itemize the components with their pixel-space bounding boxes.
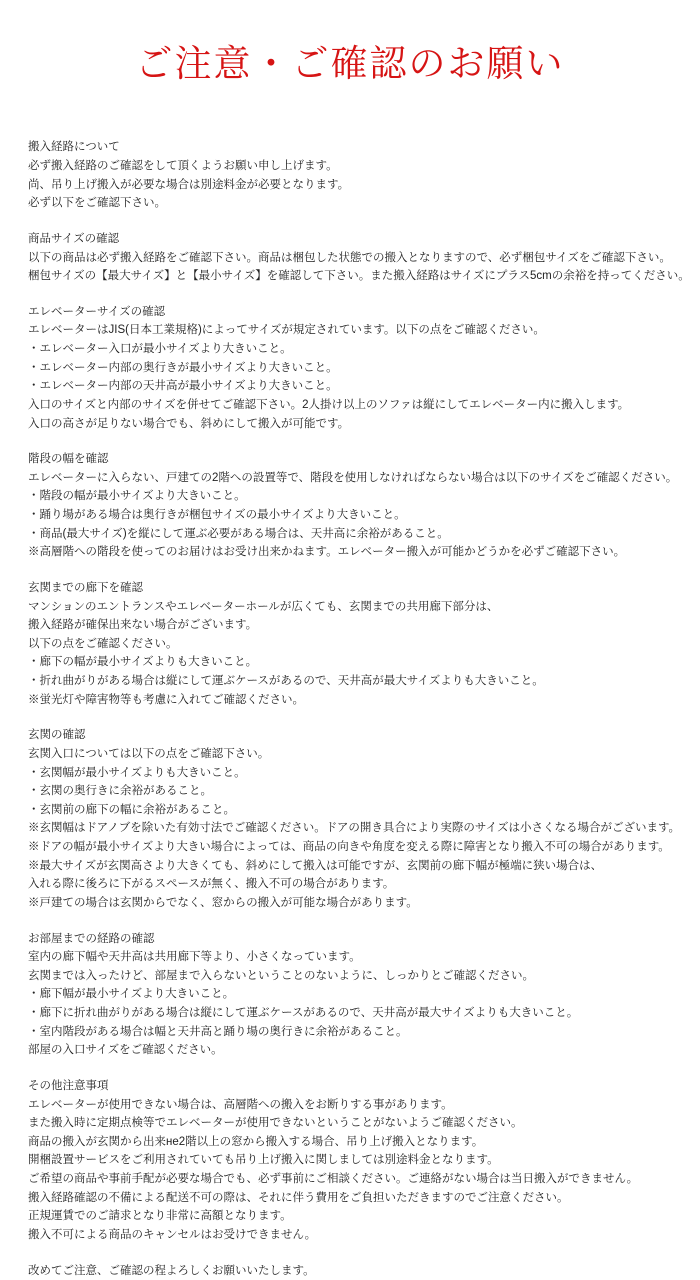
section-line: 以下の点をご確認ください。 [28, 637, 178, 650]
section-line: ※蛍光灯や障害物等も考慮に入れてご確認ください。 [28, 693, 304, 706]
section-line: ※高層階への階段を使ってのお届けはお受け出来かねます。エレベーター搬入が可能かどうかを必ずご確認下さい。 [28, 546, 626, 559]
section-heading: お部屋までの経路の確認 [28, 932, 155, 945]
section-heading: 搬入経路について [28, 141, 120, 154]
section-line: ※最大サイズが玄関高さより大きくても、斜めにして搬入は可能ですが、玄関前の廊下幅が極端に狭い場合は、 [28, 859, 603, 872]
section-line: 入口の高さが足りない場合でも、斜めにして搬入が可能です。 [28, 417, 350, 430]
section-line: ※玄関幅はドアノブを除いた有効寸法でご確認ください。ドアの開き具合により実際のサイズは小さくなる場合がございます。 [28, 822, 681, 835]
section-heading: 玄関の確認 [28, 729, 86, 742]
section-line: 必ず以下をご確認下さい。 [28, 197, 166, 210]
section-line: 商品の搬入が玄関から出来не2階以上の窓から搬入する場合、吊り上げ搬入となります。 [28, 1135, 484, 1148]
section-line: ・玄関の奥行きに余裕があること。 [28, 785, 212, 798]
section-line: ・玄関前の廊下の幅に余裕があること。 [28, 803, 235, 816]
section-line: 尚、吊り上げ搬入が必要な場合は別途料金が必要となります。 [28, 178, 350, 191]
section-line: 玄関までは入ったけど、部屋まで入らないということのないように、しっかりとご確認ください。 [28, 969, 534, 982]
section-line: エレベーターはJIS(日本工業規格)によってサイズが規定されています。以下の点をご確認ください。 [28, 324, 545, 337]
section-line: 入れる際に後ろに下がるスペースが無く、搬入不可の場合があります。 [28, 878, 395, 891]
section-line: 搬入経路が確保出来ない場合がございます。 [28, 619, 258, 632]
section-heading: 階段の幅を確認 [28, 453, 109, 466]
section-line: 必ず搬入経路のご確認をして頂くようお願い申し上げます。 [28, 160, 338, 173]
section-line: 部屋の入口サイズをご確認ください。 [28, 1044, 223, 1057]
section-line: ・エレベーター内部の奥行きが最小サイズより大きいこと。 [28, 361, 338, 374]
section-line: 梱包サイズの【最大サイズ】と【最小サイズ】を確認して下さい。また搬入経路はサイズにプラス5cmの余裕を持ってください。 [28, 270, 690, 283]
closing-statement: 改めてご注意、ご確認の程よろしくお願いいたします。 [28, 1264, 315, 1277]
section-line: 玄関入口については以下の点をご確認下さい。 [28, 747, 270, 760]
section-line: 正規運賃でのご請求となり非常に高額となります。 [28, 1210, 292, 1223]
section-room-route [28, 930, 672, 1060]
section-line: 以下の商品は必ず搬入経路をご確認下さい。商品は梱包した状態での搬入となりますので、必ず梱包サイズをご確認下さい。 [28, 251, 671, 264]
section-line: ・廊下の幅が最小サイズよりも大きいこと。 [28, 656, 258, 669]
section-product-size [28, 230, 690, 286]
section-entrance [28, 726, 681, 912]
section-line: ※ドアの幅が最小サイズより大きい場合によっては、商品の向きや角度を変える際に障害となり搬入不可の場合があります。 [28, 841, 670, 854]
section-elevator-size [28, 303, 672, 433]
section-delivery-route [28, 138, 672, 213]
section-line: ・踊り場がある場合は奥行きが梱包サイズの最小サイズより大きいこと。 [28, 509, 406, 522]
section-line: ・折れ曲がりがある場合は縦にして運ぶケースがあるので、天井高が最大サイズよりも大きいこと。 [28, 675, 544, 688]
section-heading: エレベーターサイズの確認 [28, 305, 166, 318]
section-line: ・エレベーター内部の天井高が最小サイズより大きいこと。 [28, 380, 338, 393]
section-line: ・室内階段がある場合は幅と天井高と踊り場の奥行きに余裕があること。 [28, 1025, 408, 1038]
section-line: 入口のサイズと内部のサイズを併せてご確認下さい。2人掛け以上のソファは縦にしてエレベーター内に搬入します。 [28, 398, 630, 411]
section-heading: 商品サイズの確認 [28, 232, 120, 245]
section-line: ・エレベーター入口が最小サイズより大きいこと。 [28, 343, 292, 356]
section-line: ※戸建ての場合は玄関からでなく、窓からの搬入が可能な場合があります。 [28, 896, 418, 909]
section-line: 室内の廊下幅や天井高は共用廊下等より、小さくなっています。 [28, 951, 361, 964]
section-heading: 玄関までの廊下を確認 [28, 581, 143, 594]
section-line: エレベーターが使用できない場合は、高層階への搬入をお断りする事があります。 [28, 1098, 453, 1111]
section-line: ご希望の商品や事前手配が必要な場合でも、必ず事前にご相談ください。ご連絡がない場合は当日搬入ができません。 [28, 1173, 639, 1186]
section-line: 搬入経路確認の不備による配送不可の際は、それに伴う費用をご負担いただきますのでご注意ください。 [28, 1191, 569, 1204]
document-body [0, 86, 700, 1280]
section-corridor [28, 579, 672, 709]
section-heading: その他注意事項 [28, 1079, 109, 1092]
section-line: 開梱設置サービスをご利用されていても吊り上げ搬入に関しましては別途料金となります。 [28, 1154, 499, 1167]
section-stairs-width [28, 450, 678, 562]
section-line: マンションのエントランスやエレベーターホールが広くても、玄関までの共用廊下部分は、 [28, 600, 499, 613]
section-line: 搬入不可による商品のキャンセルはお受けできません。 [28, 1228, 317, 1241]
section-line: エレベーターに入らない、戸建ての2階への設置等で、階段を使用しなければならない場合は以下のサイズをご確認ください。 [28, 471, 678, 484]
section-line: ・玄関幅が最小サイズよりも大きいこと。 [28, 766, 246, 779]
section-line: また搬入時に定期点検等でエレベーターが使用できないということがないようご確認ください。 [28, 1117, 523, 1130]
section-other-notes [28, 1077, 672, 1245]
section-line: ・廊下幅が最小サイズより大きいこと。 [28, 988, 235, 1001]
page-title: ご注意・ご確認のお願い [135, 42, 565, 85]
section-line: ・商品(最大サイズ)を縦にして運ぶ必要がある場合は、天井高に余裕があること。 [28, 527, 449, 540]
section-line: ・階段の幅が最小サイズより大きいこと。 [28, 490, 246, 503]
section-line: ・廊下に折れ曲がりがある場合は縦にして運ぶケースがあるので、天井高が最大サイズよりも大きいこと。 [28, 1007, 579, 1020]
